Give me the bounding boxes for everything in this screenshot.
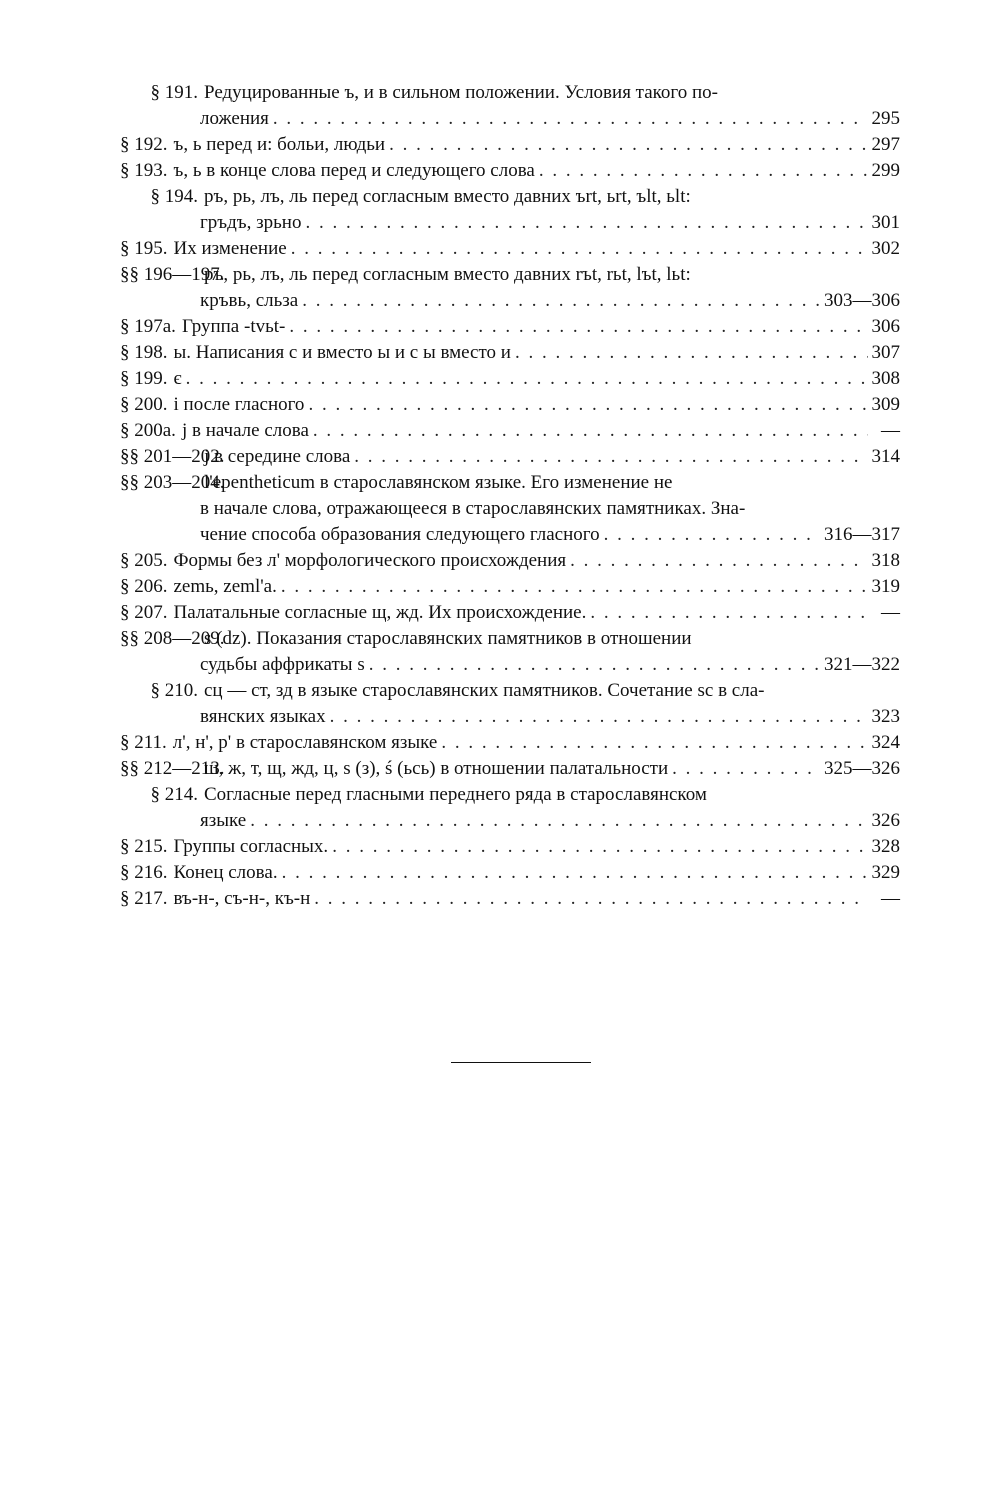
dot-leader (330, 704, 868, 730)
table-of-contents (120, 80, 900, 912)
section-number: § 214. (150, 784, 198, 805)
entry-title: і после гласного (173, 394, 305, 415)
entry-title: ъ, ь в конце слова перед и следующего слова (173, 160, 535, 181)
dot-leader (186, 366, 868, 392)
section-number: § 207. (120, 602, 168, 623)
section-number: § 198. (120, 342, 168, 363)
page-number: 323 (871, 706, 900, 727)
page-number: 329 (871, 862, 900, 883)
entry-title: Конец слова. (173, 862, 278, 883)
page-number: 328 (871, 836, 900, 857)
entry-title: Группа -tvьt- (181, 316, 286, 337)
dot-leader (672, 756, 820, 782)
toc-entry (120, 730, 900, 756)
entry-title: Палатальные согласные щ, жд. Их происхождение. (173, 602, 587, 623)
dot-leader (314, 886, 868, 912)
page-number: 295 (871, 108, 900, 129)
page-number: 301 (871, 212, 900, 233)
toc-entry (120, 262, 900, 314)
section-number: § 215. (120, 836, 168, 857)
toc-entry (120, 366, 900, 392)
toc-entry (120, 834, 900, 860)
page-number: 324 (871, 732, 900, 753)
entry-title: ъ, ь перед и: больи, людьи (173, 134, 386, 155)
entry-title: Группы согласных. (173, 836, 329, 857)
dot-leader (291, 236, 868, 262)
page-number: 319 (871, 576, 900, 597)
page-number: 316—317 (824, 524, 900, 545)
dot-leader (354, 444, 867, 470)
toc-entry (120, 392, 900, 418)
dot-leader (273, 106, 868, 132)
toc-entry (120, 860, 900, 886)
dot-leader (515, 340, 868, 366)
closing-rule (451, 1062, 591, 1063)
entry-title: вянских языках (200, 706, 326, 727)
dot-leader (313, 418, 868, 444)
toc-entry (120, 756, 900, 782)
entry-title: языке (200, 810, 247, 831)
toc-entry (120, 132, 900, 158)
entry-title: ложения (200, 108, 269, 129)
section-number: § 206. (120, 576, 168, 597)
toc-entry (120, 184, 900, 236)
section-number: § 200а. (120, 420, 176, 441)
entry-title-line: Согласные перед гласными переднего ряда в старославянском (204, 784, 707, 805)
toc-entry (120, 444, 900, 470)
toc-entry (120, 886, 900, 912)
section-number: § 205. (120, 550, 168, 571)
page-number: — (881, 602, 900, 623)
page-number: 325—326 (824, 758, 900, 779)
entry-title: чение способа образования следующего гласного (200, 524, 600, 545)
dot-leader (590, 600, 868, 626)
toc-entry (120, 236, 900, 262)
dot-leader (250, 808, 867, 834)
section-number: §§ 212—213. (120, 758, 225, 779)
dot-leader (289, 314, 867, 340)
entry-title-line: в начале слова, отражающееся в старославянских памятниках. Зна- (200, 498, 746, 519)
section-number: § 191. (150, 82, 198, 103)
entry-title: судьбы аффрикаты ѕ (200, 654, 365, 675)
section-number: § 195. (120, 238, 168, 259)
dot-leader (389, 132, 867, 158)
toc-entry (120, 678, 900, 730)
section-number: §§ 208—209. (120, 628, 225, 649)
page-number: 299 (871, 160, 900, 181)
dot-leader (570, 548, 867, 574)
page-number: 306 (871, 316, 900, 337)
toc-entry (120, 158, 900, 184)
section-number: § 192. (120, 134, 168, 155)
section-number: § 217. (120, 888, 168, 909)
entry-title: кръвь, сльза (200, 290, 299, 311)
page-number: 302 (871, 238, 900, 259)
entry-title: j в середине слова (204, 446, 351, 467)
page-number: — (881, 888, 900, 909)
entry-title-line: ѕ (dz). Показания старославянских памятников в отношении (204, 628, 692, 649)
dot-leader (332, 834, 867, 860)
section-number: §§ 201—202. (120, 446, 225, 467)
entry-title: ш, ж, т, щ, жд, ц, ѕ (з), ś (ьсь) в отношении палатальности (204, 758, 669, 779)
section-number: § 211. (120, 732, 167, 753)
section-number: § 197а. (120, 316, 176, 337)
toc-entry (120, 340, 900, 366)
page-number: 314 (871, 446, 900, 467)
dot-leader (282, 860, 868, 886)
toc-entry (120, 548, 900, 574)
toc-entry (120, 470, 900, 548)
dot-leader (281, 574, 868, 600)
page-number: 318 (871, 550, 900, 571)
dot-leader (441, 730, 867, 756)
page-number: — (881, 420, 900, 441)
entry-title: Их изменение (173, 238, 287, 259)
page-number: 303—306 (824, 290, 900, 311)
dot-leader (308, 392, 867, 418)
dot-leader (302, 288, 820, 314)
section-number: § 200. (120, 394, 168, 415)
page-number: 297 (871, 134, 900, 155)
toc-entry (120, 418, 900, 444)
entry-title: л', н', р' в старославянском языке (172, 732, 438, 753)
page-number: 309 (871, 394, 900, 415)
dot-leader (305, 210, 867, 236)
entry-title: гръдъ, зрьно (200, 212, 302, 233)
dot-leader (539, 158, 868, 184)
toc-entry (120, 574, 900, 600)
entry-title-line: ръ, рь, лъ, ль перед согласным вместо давних ъrt, ьrt, ъlt, ьlt: (204, 186, 691, 207)
section-number: § 210. (150, 680, 198, 701)
entry-title-line: l'epentheticum в старославянском языке. Его изменение не (204, 472, 673, 493)
dot-leader (604, 522, 820, 548)
section-number: §§ 203—204. (120, 472, 225, 493)
section-number: § 199. (120, 368, 168, 389)
dot-leader (369, 652, 820, 678)
page-number: 307 (871, 342, 900, 363)
entry-title-line: Редуцированные ъ, и в сильном положении. Условия такого по- (204, 82, 718, 103)
toc-entry (120, 314, 900, 340)
page-number: 326 (871, 810, 900, 831)
entry-title: ы. Написания с и вместо ы и с ы вместо и (173, 342, 511, 363)
page-number: 321—322 (824, 654, 900, 675)
section-number: §§ 196—197. (120, 264, 225, 285)
entry-title-line: сц — ст, зд в языке старославянских памятников. Сочетание sc в сла- (204, 680, 765, 701)
toc-entry (120, 600, 900, 626)
entry-title-line: ръ, рь, лъ, ль перед согласным вместо давних rъt, rьt, lъt, lьt: (204, 264, 691, 285)
entry-title: zemь, zeml'a. (173, 576, 277, 597)
toc-entry (120, 782, 900, 834)
section-number: § 193. (120, 160, 168, 181)
toc-entry (120, 80, 900, 132)
section-number: § 194. (150, 186, 198, 207)
entry-title: є (173, 368, 182, 389)
section-number: § 216. (120, 862, 168, 883)
entry-title: j в начале слова (181, 420, 309, 441)
entry-title: въ-н-, съ-н-, къ-н (173, 888, 311, 909)
page-number: 308 (871, 368, 900, 389)
entry-title: Формы без л' морфологического происхождения (173, 550, 567, 571)
toc-entry (120, 626, 900, 678)
